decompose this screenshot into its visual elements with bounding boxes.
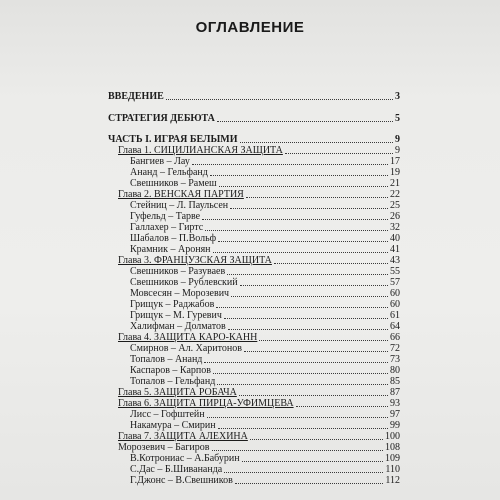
toc-entry-page: 80 (390, 365, 400, 376)
toc-entry-page: 40 (390, 233, 400, 244)
toc-entry-page: 93 (390, 398, 400, 409)
dot-leader (242, 460, 383, 462)
toc-entry-label: Грищук – М. Гуревич (130, 310, 222, 321)
toc-entry-label: С.Дас – Б.Шивананда (130, 464, 223, 475)
dot-leader (217, 383, 388, 385)
toc-entry-page: 19 (390, 167, 400, 178)
toc-entry-label: Г.Джонс – В.Свешников (130, 475, 233, 486)
toc-entry-label: Глава 5. ЗАЩИТА РОБАЧА (118, 387, 237, 398)
toc-entry-label: Свешников – Рамеш (130, 178, 217, 189)
toc-entry-label: Каспаров – Карпов (130, 365, 211, 376)
toc-entry-page: 57 (390, 277, 400, 288)
toc-entry-label: Глава 3. ФРАНЦУЗСКАЯ ЗАЩИТА (118, 255, 272, 266)
toc-entry-label: Галлахер – Гиртс (130, 222, 204, 233)
toc-entry-label: Топалов – Ананд (130, 354, 203, 365)
toc-entry-page: 22 (390, 189, 400, 200)
toc-entry-page: 3 (395, 91, 400, 102)
dot-leader (210, 174, 388, 176)
toc-entry-page: 85 (390, 376, 400, 387)
toc-entry-page: 109 (385, 453, 400, 464)
toc-entry-label: Глава 4. ЗАЩИТА КАРО-КАНН (118, 332, 258, 343)
toc-entry-page: 66 (390, 332, 400, 343)
dot-leader (240, 284, 388, 286)
toc-entry-label: Шабалов – П.Вольф (130, 233, 217, 244)
toc-entry-page: 72 (390, 343, 400, 354)
dot-leader (224, 317, 388, 319)
dot-leader (166, 98, 393, 100)
toc-entry-page: 108 (385, 442, 400, 453)
toc-entry-page: 99 (390, 420, 400, 431)
toc-entry-page: 5 (395, 113, 400, 124)
dot-leader (240, 141, 393, 143)
dot-leader (259, 339, 388, 341)
toc-entry-label: ВВЕДЕНИЕ (108, 91, 164, 102)
toc-entry-page: 9 (395, 145, 400, 156)
dot-leader (246, 196, 388, 198)
dot-leader (219, 185, 388, 187)
toc-entry-label: Глава 2. ВЕНСКАЯ ПАРТИЯ (118, 189, 244, 200)
toc-entry-page: 64 (390, 321, 400, 332)
dot-leader (231, 295, 388, 297)
dot-leader (230, 207, 388, 209)
dot-leader (202, 218, 388, 220)
toc-entry-page: 17 (390, 156, 400, 167)
dot-leader (239, 394, 388, 396)
toc-entry-label: Крамник – Аронян (130, 244, 211, 255)
toc-entry-label: Смирнов – Ал. Харитонов (130, 343, 242, 354)
dot-leader (205, 229, 388, 231)
toc-entry-label: Бангиев – Лау (130, 156, 190, 167)
dot-leader (227, 273, 388, 275)
dot-leader (216, 306, 388, 308)
toc-entry-label: Глава 7. ЗАЩИТА АЛЕХИНА (118, 431, 248, 442)
toc-entry-label: Гуфельд – Тарве (130, 211, 201, 222)
toc-entry (108, 91, 400, 103)
dot-leader (285, 152, 393, 154)
toc-entry-page: 110 (385, 464, 400, 475)
toc-entry-label: Ананд – Гельфанд (130, 167, 208, 178)
toc-entry-page: 97 (390, 409, 400, 420)
toc-entry-label: Морозевич – Багиров (118, 442, 210, 453)
toc-entry-label: Халифман – Долматов (130, 321, 226, 332)
toc-entry-page: 60 (390, 299, 400, 310)
dot-leader (213, 251, 388, 253)
dot-leader (207, 416, 388, 418)
dot-leader (296, 405, 388, 407)
toc-entry-label: В.Котрониас – А.Бабурин (130, 453, 240, 464)
dot-leader (235, 482, 384, 484)
toc-entry-label: Глава 6. ЗАЩИТА ПИРЦА-УФИМЦЕВА (118, 398, 294, 409)
toc-entry-page: 73 (390, 354, 400, 365)
toc-entry-label: Накамура – Смирин (130, 420, 216, 431)
toc-entry-label: Лисс – Гофштейн (130, 409, 205, 420)
toc-entry-page: 26 (390, 211, 400, 222)
toc-entry-label: Свешников – Разуваев (130, 266, 226, 277)
toc-entry-label: Свешников – Рублевский (130, 277, 238, 288)
toc-entry-page: 21 (390, 178, 400, 189)
toc-entry-page: 100 (385, 431, 400, 442)
toc-entry-label: Глава 1. СИЦИЛИАНСКАЯ ЗАЩИТА (118, 145, 283, 156)
toc-entry (108, 113, 400, 125)
dot-leader (212, 449, 384, 451)
toc-entry-page: 9 (395, 134, 400, 145)
toc-entry-page: 43 (390, 255, 400, 266)
toc-entry-page: 112 (385, 475, 400, 486)
toc-entry-label: Стейниц – Л. Паульсен (130, 200, 229, 211)
toc-entry-label: Грищук – Раджабов (130, 299, 215, 310)
dot-leader (204, 361, 388, 363)
bleed-through-text (110, 45, 112, 54)
toc-entry-page: 32 (390, 222, 400, 233)
toc-entry-page: 55 (390, 266, 400, 277)
dot-leader (228, 328, 388, 330)
dot-leader (192, 163, 388, 165)
toc-entry-page: 60 (390, 288, 400, 299)
toc-entry (130, 475, 400, 487)
toc-entry-page: 87 (390, 387, 400, 398)
toc-entry-page: 61 (390, 310, 400, 321)
dot-leader (224, 471, 383, 473)
dot-leader (217, 120, 393, 122)
toc-entry-page: 25 (390, 200, 400, 211)
page-title: ОГЛАВЛЕНИЕ (195, 19, 305, 36)
toc-entry-label: Мовсесян – Морозевич (130, 288, 230, 299)
dot-leader (274, 262, 388, 264)
toc-entry-label: Топалов – Гельфанд (130, 376, 216, 387)
dot-leader (213, 372, 388, 374)
toc-entry-label: СТРАТЕГИЯ ДЕБЮТА (108, 113, 215, 124)
dot-leader (218, 427, 388, 429)
dot-leader (244, 350, 388, 352)
toc-entry-label: ЧАСТЬ I. ИГРАЯ БЕЛЫМИ (108, 134, 238, 145)
dot-leader (218, 240, 388, 242)
dot-leader (250, 438, 383, 440)
toc-entry-page: 41 (390, 244, 400, 255)
